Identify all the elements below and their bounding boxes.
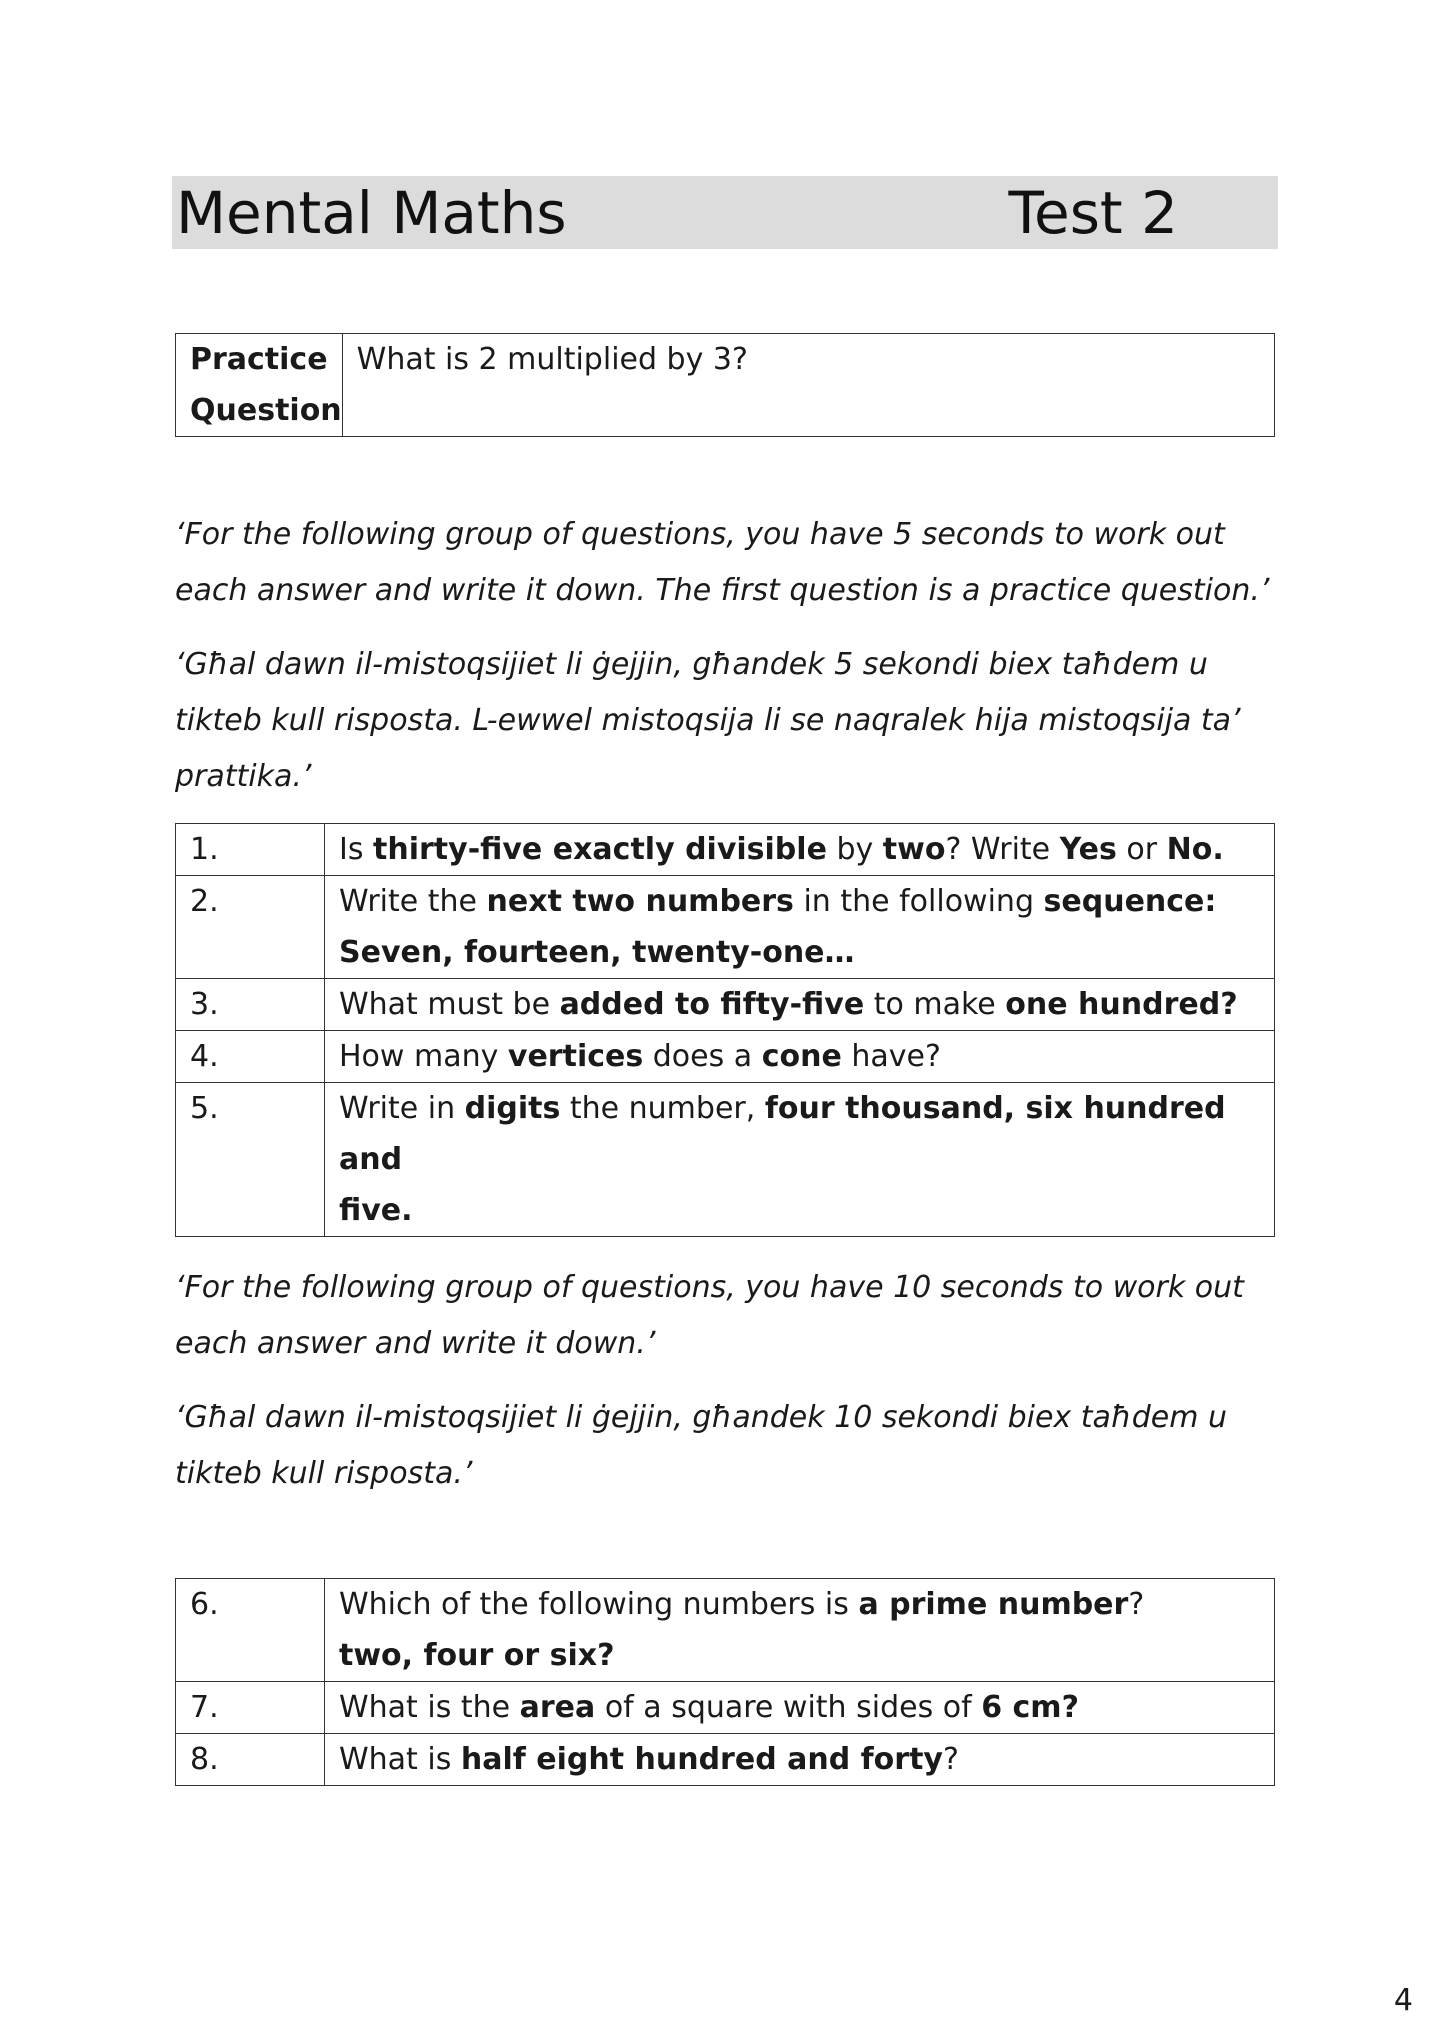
questions-table-1 <box>175 823 1275 1237</box>
question-number: 4. <box>176 1031 325 1083</box>
practice-label <box>176 334 343 437</box>
question-text: Is thirty-five exactly divisible by two? Write Yes or No. <box>325 824 1275 876</box>
question-number: 1. <box>176 824 325 876</box>
questions-table-2 <box>175 1578 1275 1786</box>
test-number: Test 2 <box>1008 179 1178 247</box>
question-text: What must be added to fifty-five to make one hundred? <box>325 979 1275 1031</box>
question-row <box>176 1579 1275 1682</box>
question-number: 8. <box>176 1734 325 1786</box>
question-number: 2. <box>176 876 325 979</box>
question-row <box>176 1682 1275 1734</box>
page-title: Mental Maths <box>176 179 567 247</box>
instructions-english-2: ‘For the following group of questions, you have 10 seconds to work out each answer and write it down.’ <box>175 1270 1244 1361</box>
question-row <box>176 824 1275 876</box>
title-bar <box>172 176 1278 249</box>
question-text: What is half eight hundred and forty? <box>325 1734 1275 1786</box>
question-text: How many vertices does a cone have? <box>325 1031 1275 1083</box>
question-row <box>176 1734 1275 1786</box>
practice-label-line1: Practice <box>190 342 328 377</box>
question-text: Write in digits the number, four thousand, six hundred and five. <box>325 1083 1275 1237</box>
question-number: 3. <box>176 979 325 1031</box>
practice-label-line2: Question <box>190 393 342 428</box>
question-row <box>176 1031 1275 1083</box>
question-number: 6. <box>176 1579 325 1682</box>
question-text: Write the next two numbers in the following sequence: Seven, fourteen, twenty-one… <box>325 876 1275 979</box>
question-row <box>176 979 1275 1031</box>
instructions-maltese-1: ‘Għal dawn il-mistoqsijiet li ġejjin, għandek 5 sekondi biex taħdem u tikteb kull risposta. L-ewwel mistoqsija li se naqralek hija mistoqsija ta’ prattika.’ <box>175 647 1241 794</box>
question-row <box>176 1083 1275 1237</box>
question-text: What is the area of a square with sides of 6 cm? <box>325 1682 1275 1734</box>
question-row <box>176 876 1275 979</box>
question-number: 7. <box>176 1682 325 1734</box>
page-number: 4 <box>1393 1983 1413 2018</box>
question-text: Which of the following numbers is a prime number? two, four or six? <box>325 1579 1275 1682</box>
practice-question-text: What is 2 multiplied by 3? <box>342 334 1274 437</box>
instructions-english-1: ‘For the following group of questions, you have 5 seconds to work out each answer and write it down. The first question is a practice question.’ <box>175 517 1270 608</box>
question-number: 5. <box>176 1083 325 1237</box>
instructions-maltese-2: ‘Għal dawn il-mistoqsijiet li ġejjin, għandek 10 sekondi biex taħdem u tikteb kull risposta.’ <box>175 1400 1227 1491</box>
practice-question-table <box>175 333 1275 437</box>
